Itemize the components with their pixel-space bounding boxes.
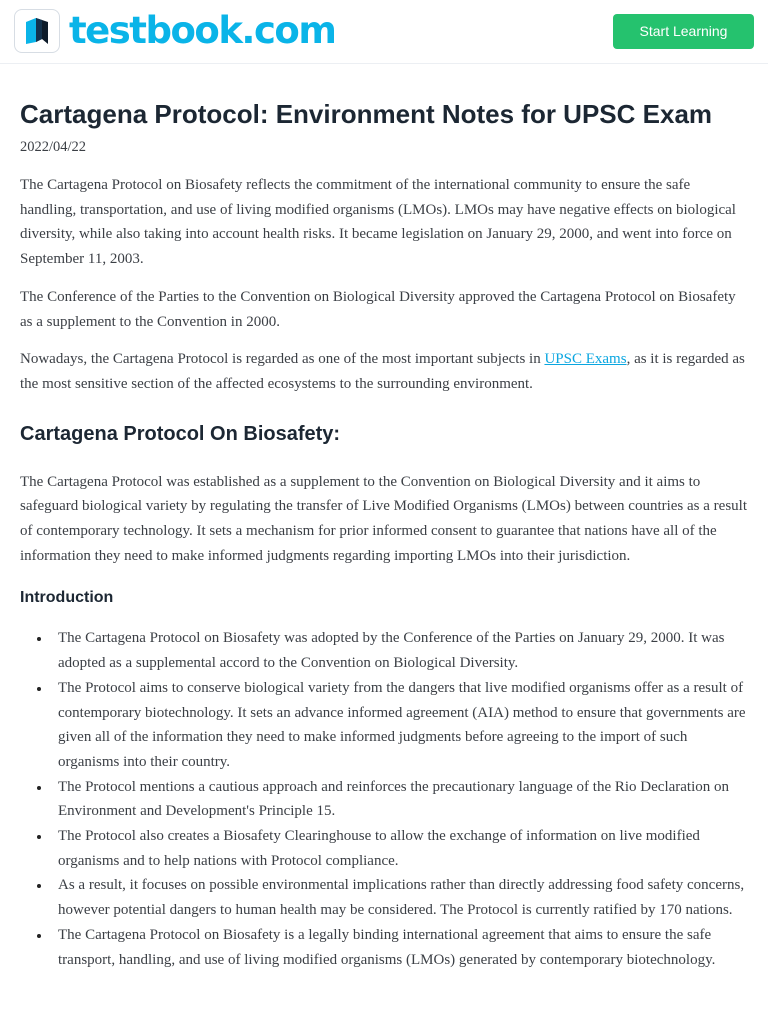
intro-paragraph-3	[20, 347, 748, 396]
testbook-logo-icon[interactable]	[14, 9, 60, 53]
list-item	[20, 923, 748, 972]
list-item-text: The Protocol mentions a cautious approach and reinforces the precautionary language of the Rio Declaration on Environment and Development's Principle 15.	[58, 778, 730, 820]
intro-paragraph-1: The Cartagena Protocol on Biosafety reflects the commitment of the international community to ensure the safe handling, transportation, and use of living modified organisms (LMOs). LMOs may have negative effects on biological diversity, while also taking into account health risks. It became legislation on January 29, 2000, and went into force on September 11, 2003.	[20, 177, 736, 268]
upsc-exams-link[interactable]: UPSC Exams	[544, 351, 627, 368]
list-item	[20, 824, 748, 873]
bullet-icon	[37, 786, 41, 790]
list-item	[20, 873, 748, 922]
section-heading: Cartagena Protocol On Biosafety:	[20, 422, 341, 445]
list-item	[20, 775, 748, 824]
page-title: Cartagena Protocol: Environment Notes for UPSC Exam	[20, 99, 713, 129]
paragraph-text: , as it is regarded as the most sensitive section of the affected ecosystems to the surrounding environment.	[20, 351, 745, 392]
bullet-icon	[37, 934, 41, 938]
intro-paragraph-2: The Conference of the Parties to the Convention on Biological Diversity approved the Cartagena Protocol on Biosafety as a supplement to the Convention in 2000.	[20, 288, 736, 330]
introduction-list	[20, 626, 748, 972]
list-item-text: The Protocol aims to conserve biological variety from the dangers that live modified organisms offer as a result of contemporary biotechnology. It sets an advance informed agreement (AIA) method to ensure that governments are given all of the information they need to make informed judgments before agreeing to the import of such organisms into their country.	[58, 679, 746, 770]
brand-name[interactable]: testbook.com	[69, 9, 336, 52]
publish-date: 2022/04/22	[20, 139, 87, 155]
list-item	[20, 626, 748, 675]
paragraph-text: Nowadays, the Cartagena Protocol is regarded as one of the most important subjects in	[20, 351, 545, 368]
bullet-icon	[37, 884, 41, 888]
bullet-icon	[37, 637, 41, 641]
section-paragraph: The Cartagena Protocol was established as a supplement to the Convention on Biological Diversity and it aims to safeguard biological variety by regulating the transfer of Live Modified Organisms (LMOs) between countries as a result of contemporary technology. It sets a mechanism for prior informed consent to guarantee that nations have all of the information they need to make informed judgments regarding importing LMOs into their jurisdiction.	[20, 473, 748, 564]
book-icon	[23, 17, 51, 45]
article	[20, 96, 748, 972]
start-learning-button[interactable]: Start Learning	[613, 14, 754, 49]
list-item-text: The Cartagena Protocol on Biosafety is a legally binding international agreement that aims to ensure the safe transport, handling, and use of living modified organisms (LMOs) generated by contemporary biotechnology.	[58, 926, 716, 968]
bullet-icon	[37, 687, 41, 691]
introduction-heading: Introduction	[20, 589, 114, 607]
list-item-text: The Protocol also creates a Biosafety Clearinghouse to allow the exchange of information on live modified organisms and to help nations with Protocol compliance.	[58, 828, 700, 869]
bullet-icon	[37, 835, 41, 839]
list-item-text: The Cartagena Protocol on Biosafety was adopted by the Conference of the Parties on January 29, 2000. It was adopted as a supplemental accord to the Convention on Biological Diversity.	[58, 630, 725, 672]
list-item-text: As a result, it focuses on possible environmental implications rather than directly addressing food safety concerns, however potential dangers to human health may be considered. The Protocol is currently ratified by 170 nations.	[58, 877, 745, 919]
list-item	[20, 676, 748, 775]
site-header	[0, 0, 768, 64]
